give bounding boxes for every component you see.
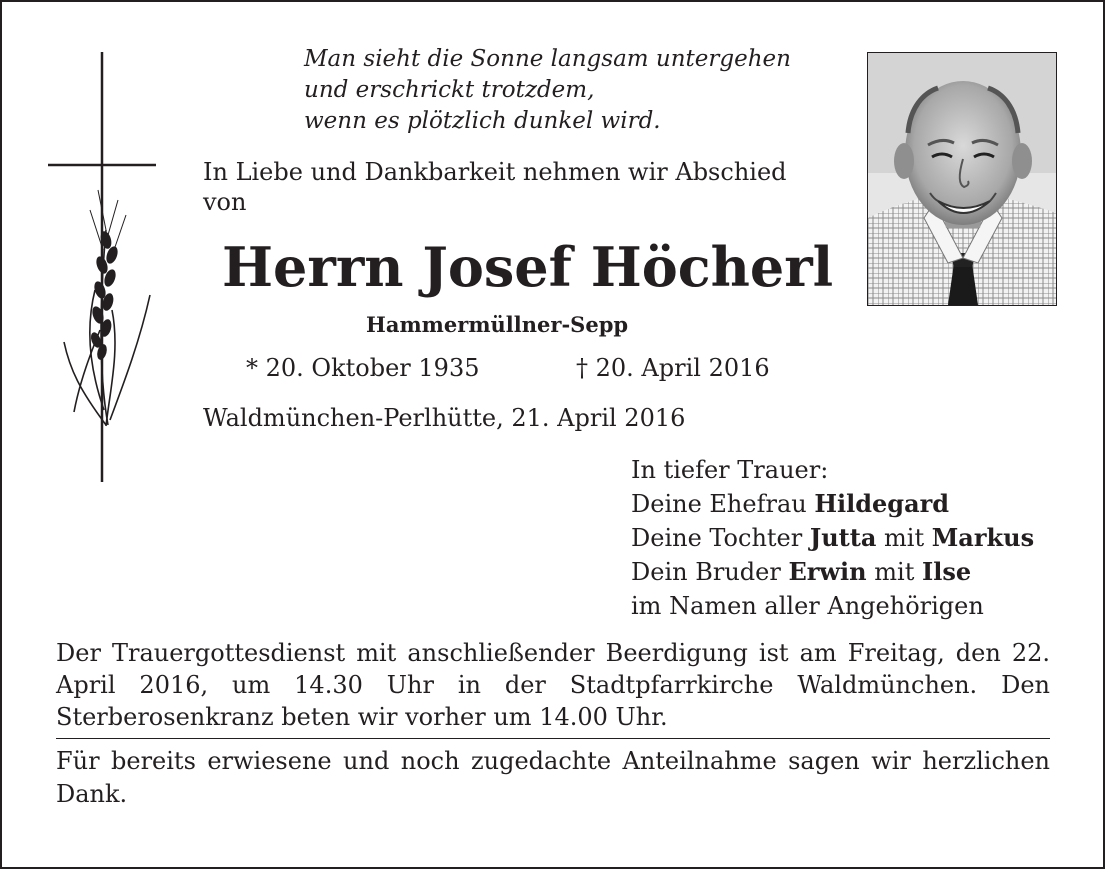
- mourner-name: Erwin: [788, 557, 867, 586]
- poem-line: Man sieht die Sonne langsam untergehen: [304, 46, 791, 72]
- thanks-text: Für bereits erwiesene und noch zugedachte Anteilnahme sagen wir herzlichen Dank.: [56, 747, 1050, 808]
- death-date: † 20. April 2016: [576, 354, 770, 382]
- mourners-heading: In tiefer Trauer:: [631, 456, 829, 484]
- birth-date: * 20. Oktober 1935: [246, 354, 480, 382]
- intro-text: [203, 157, 787, 217]
- mourner-name: Markus: [931, 523, 1035, 552]
- mourner-line: Deine Ehefrau Hildegard: [631, 489, 950, 518]
- mourners-closing: im Namen aller Angehörigen: [631, 592, 984, 620]
- deceased-nickname: Hammermüllner-Sepp: [366, 312, 629, 337]
- mourner-line: Deine Tochter Jutta mit Markus: [631, 523, 1035, 552]
- intro-line-2: von: [203, 188, 247, 216]
- divider: [56, 738, 1050, 739]
- portrait-photo: [867, 52, 1057, 306]
- mourner-name: Ilse: [921, 557, 972, 586]
- mourner-line: Dein Bruder Erwin mit Ilse: [631, 557, 972, 586]
- poem-line: wenn es plötzlich dunkel wird.: [304, 108, 661, 134]
- service-info: Der Trauergottesdienst mit anschließender Beerdigung ist am Freitag, den 22. April 2016, um 14.30 Uhr in der Stadtpfarrkirche Waldmünchen. Den Sterberosenkranz beten wir vorher um 14.00 Uhr.: [56, 639, 1050, 731]
- portrait-image: [868, 53, 1056, 305]
- mourner-name: Jutta: [809, 523, 877, 552]
- poem: [304, 44, 791, 137]
- mourner-name: Hildegard: [814, 489, 950, 518]
- deceased-name: Herrn Josef Höcherl: [222, 235, 834, 299]
- place-and-date: Waldmünchen-Perlhütte, 21. April 2016: [203, 404, 686, 432]
- intro-line-1: In Liebe und Dankbarkeit nehmen wir Abschied: [203, 158, 787, 186]
- poem-line: und erschrickt trotzdem,: [304, 77, 595, 103]
- mourners-list: [631, 453, 1034, 623]
- cross-with-wheat-icon: [40, 50, 170, 485]
